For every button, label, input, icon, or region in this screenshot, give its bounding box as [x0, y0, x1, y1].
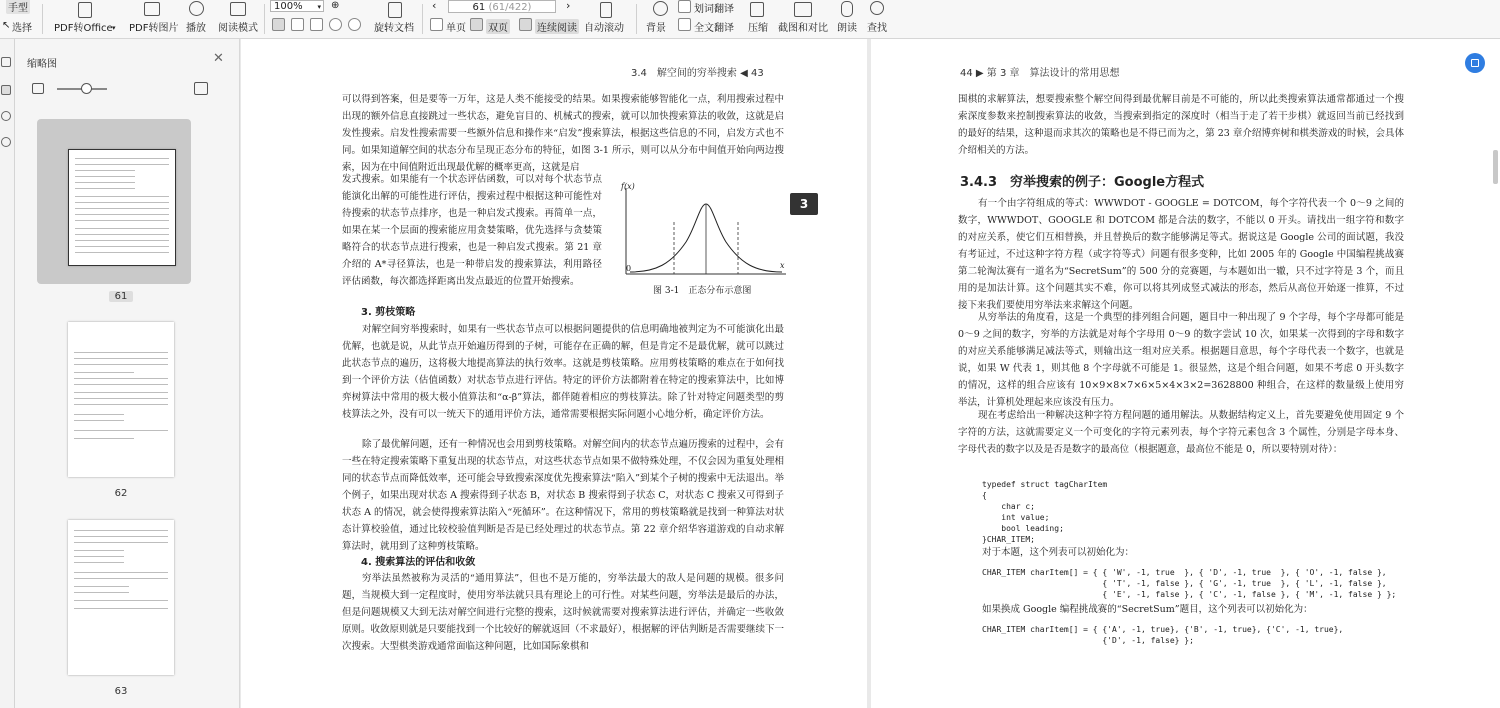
paragraph: 有一个由字符组成的等式：WWWDOT - GOOGLE = DOTCOM，每个字符代表一个 0～9 之间的数字，WWWDOT、GOOGLE 和 DOTCOM 都是合法的数字，不能以 0 开头。请找出一组字符和数字的对应关系，使它们互相替换，并且替换后的数字能够满足等式。据说这是 Google 公司的面试题，我没有考证过，不过这种字符方程（或字符等式）问题有很多变种，比如 2005 年的 Google 中国编程挑战赛第二轮淘汰赛有一道名为“SecretSum”的 500 分的竞赛题，与本题如出一辙，只不过字符是 3 个，而且用的是加法计算。这个问题其实不难，你可以将其列成竖式减法的形态，然后从高位开始逐一推算，不过接下来我们要使用穷举法来求解这个问题。 [958, 198, 1404, 311]
actual-size-icon[interactable] [310, 18, 323, 31]
screenshot-compare-button[interactable] [776, 0, 830, 38]
zoom-value: 100% [274, 1, 303, 12]
fit-width-icon[interactable] [291, 18, 304, 31]
continuous-reading-button[interactable]: 连续阅读 [535, 19, 579, 34]
find-label: 查找 [867, 23, 887, 34]
background-button[interactable] [644, 0, 674, 38]
compress-icon [750, 2, 764, 17]
page-range: (61/422) [488, 2, 532, 13]
document-scrollbar[interactable] [1493, 150, 1498, 184]
running-header: 44 ▶ 第 3 章 算法设计的常用思想 [960, 68, 1120, 79]
select-label: 选择 [12, 23, 32, 34]
play-button[interactable] [186, 0, 208, 38]
thumbnail-page-image [68, 322, 174, 477]
hand-tool-label: 手型 [6, 0, 30, 14]
auto-scroll-icon [600, 2, 612, 18]
subsection-heading: 4. 搜索算法的评估和收敛 [361, 557, 476, 568]
running-header: 3.4 解空间的穷举搜索 ◀ 43 [631, 68, 764, 79]
thumbnail-panel [15, 39, 240, 708]
double-page-icon [470, 18, 483, 31]
screenshot-icon [794, 2, 812, 17]
thumbnail-page-image [68, 520, 174, 675]
zoom-select[interactable] [270, 0, 324, 12]
headphones-icon [841, 1, 853, 17]
page-number-input[interactable] [448, 0, 556, 13]
thumbnail-63[interactable] [37, 515, 191, 680]
small-image-icon[interactable] [32, 83, 44, 94]
continuous-icon [519, 18, 532, 31]
reading-mode-label: 阅读模式 [218, 23, 258, 34]
rotate-right-icon[interactable] [348, 18, 361, 31]
thumbnail-icon[interactable] [1, 85, 11, 95]
page-current: 61 [472, 2, 486, 13]
single-page-icon [430, 18, 443, 31]
auto-scroll-label: 自动滚动 [584, 23, 624, 34]
rotate-left-icon[interactable] [329, 18, 342, 31]
word-translate-button[interactable]: 划词翻译 [694, 4, 734, 15]
paragraph: 围棋的求解算法，想要搜索整个解空间得到最优解目前是不可能的，所以此类搜索算法通常都通过一个搜索深度参数来控制搜索算法的收敛，当搜索到指定的深度时（相当于走了若干步棋）就返回当前已经找到的最好的结果，这种退而求其次的策略也是不得已而为之，第 23 章介绍博弈树和棋类游戏的时候，会具体介绍相关的方法。 [958, 94, 1404, 156]
hand-tool-button[interactable] [0, 0, 38, 38]
close-icon[interactable]: ✕ [213, 51, 224, 66]
main-toolbar [0, 0, 1500, 39]
attachment-icon[interactable] [1, 137, 11, 147]
full-translate-icon [678, 18, 691, 31]
office-icon [78, 2, 92, 18]
chapter-tab-marker: 3 [790, 193, 818, 215]
figure-x-label: x [780, 261, 785, 270]
chevron-down-icon: ▾ [112, 24, 116, 32]
comment-icon[interactable] [1, 111, 11, 121]
paragraph: 穷举法虽然被称为灵活的“通用算法”，但也不是万能的，穷举法最大的敌人是问题的规模。很多问题，当规模大到一定程度时，使用穷举法就只具有理论上的可行性。对某些问题，穷举法是最后的办法，但是问题规模又大到无法对解空间进行完整的搜索，这时候就需要对搜索算法进行评估，并确定一些收敛原则。收敛原则就是只要能找到一个比较好的解就返回（不求最好），根据解的评估判断是否需要继续下一次搜索。大型棋类游戏通常面临这种问题，比如国际象棋和 [342, 573, 784, 652]
rotate-document-icon [388, 2, 402, 18]
paragraph: 发式搜索。如果能有一个状态评估函数，可以对每个状态节点能演化出解的可能性进行评估，搜索过程中根据这种可能性对待搜索的状态节点排序，也是一种启发式搜索。再简单一点，如果在某一个层面的搜索能应用贪婪策略，优先选择与贪婪策略符合的状态节点进行搜索，也是一种启发式搜索。第 21 章介绍的 A*寻径算法，也是一种带启发的搜索算法，利用路径评估函数，每次都选择距离出发点最近的位置开始搜索。 [342, 174, 602, 287]
paragraph: 从穷举法的角度看，这是一个典型的排列组合问题，题目中一种出现了 9 个字母，每个字母都可能是 0～9 之间的数字，穷举的方法就是对每个字母用 0～9 的数字尝试 10 次，如果某一次得到的字母和数字的对应关系能够满足减法等式，则输出这一组对应关系。根据题目意思，每个字母代表一个数字，也就是说，如果 W 代表 1，则其他 8 个字母就不可能是 1。很显然，这是个组合问题，如果不考虑 0 开头数字的情况，这样的组合应该有 10×9×8×7×6×5×4×3×2=3628800 种组合，在这样的数量级上使用穷举法，计算机处理起来应该没有压力。 [958, 312, 1404, 408]
image-icon [144, 2, 160, 16]
rotate-document-button[interactable] [372, 0, 416, 38]
single-page-button[interactable]: 单页 [446, 23, 466, 34]
background-label: 背景 [646, 23, 666, 34]
next-page-icon[interactable]: › [566, 0, 571, 12]
compress-button[interactable] [746, 0, 770, 38]
bookmark-icon[interactable] [1, 57, 11, 67]
full-translate-button[interactable]: 全文翻译 [694, 23, 734, 34]
chevron-down-icon: ▾ [317, 3, 321, 11]
thumbnail-61[interactable] [37, 119, 191, 284]
rotate-document-label: 旋转文档 [374, 23, 414, 34]
pdf-to-office-button[interactable] [52, 0, 118, 38]
read-aloud-label: 朗读 [837, 23, 857, 34]
find-button[interactable] [866, 0, 890, 38]
thumbnail-62[interactable] [37, 317, 191, 482]
paragraph: 现在考虑给出一种解决这种字符方程问题的通用解法。从数据结构定义上，首先要避免使用固定 9 个字符的方法，这就需要定义一个可变化的字符元素列表，每个字符元素包含 3 个属性，分别是字母本身、字母代表的数字以及是否是数字的最高位（根据题意，最高位不能是 0，所以要特别对待）： [958, 410, 1404, 455]
play-label: 播放 [186, 23, 206, 34]
zoom-in-icon[interactable]: ⊕ [331, 0, 340, 11]
pdf-to-image-button[interactable] [128, 0, 179, 38]
paragraph: 可以得到答案，但是要等一万年，这是人类不能接受的结果。如果搜索能够智能化一点，利用搜索过程中出现的额外信息直接跳过一些状态，避免盲目的、机械式的搜索，就可以加快搜索算法的收敛，这就是启发性搜索。启发性搜索需要一些额外信息和操作来“启发”搜索算法，根据这些信息的不同，启发方式也不同。如果知道解空间的状态分布呈现正态分布的特征，如图 3-1 所示，则可以从分布中间值开始向两边搜索，因为在中间值附近出现最优解的概率更高，这就是启 [342, 94, 784, 173]
subsection-heading: 3. 剪枝策略 [361, 307, 416, 318]
play-icon [189, 1, 204, 16]
code-block: CHAR_ITEM charItem[] = { {'A', -1, true}, {'B', -1, true}, {'C', -1, true}, {'D', -1, false} }; [982, 625, 1344, 645]
document-page-left [241, 39, 867, 708]
document-page-right [871, 39, 1500, 708]
code-block: CHAR_ITEM charItem[] = { { 'W', -1, true }, { 'D', -1, true }, { 'O', -1, false }, { 'T', -1, false }, { 'G', -1, true }, { 'L', -1, false }, { 'E', -1, false }, { 'C', -1, false }, { 'M', -1, false } }; [982, 568, 1397, 599]
thumbnail-label: 62 [114, 488, 128, 499]
cursor-icon: ↖ [2, 20, 11, 31]
paragraph: 除了最优解问题，还有一种情况也会用到剪枝策略。对解空间内的状态节点遍历搜索的过程中，会有一些在特定搜索策略下重复出现的状态节点，对这些状态节点如果不做特殊处理，不仅会因为重复处理相同的状态节点而降低效率，还可能会导致搜索深度优先搜索算法“陷入”到某个子树的搜索中无法退出。举个例子，如果出现对状态 A 搜索得到子状态 B，对状态 B 搜索得到子状态 C，对状态 C 搜索又可得到子状态 A 的情况，就会使得搜索算法陷入“死循环”。在这种情况下，常用的剪枝策略就是找到一种算法对状态计算校验值，通过比较校验值判断是否是已经处理过的状态节点。第 22 章介绍华容道游戏的自动求解算法时，就用到了这种剪枝策略。 [342, 439, 784, 552]
screenshot-compare-label: 截图和对比 [778, 23, 828, 34]
moon-icon [653, 1, 668, 16]
figure-caption: 图 3-1 正态分布示意图 [653, 286, 752, 296]
paragraph: 如果换成 Google 编程挑战赛的“SecretSum”题目，这个列表可以初始化为： [982, 604, 1313, 615]
book-icon [230, 2, 246, 16]
word-translate-icon [678, 0, 691, 13]
pdf-to-office-label: PDF转Office [54, 23, 113, 34]
figure-y-label: f(x) [621, 182, 635, 191]
auto-scroll-button[interactable] [582, 0, 630, 38]
slider-handle[interactable] [81, 83, 92, 94]
large-image-icon[interactable] [194, 82, 208, 95]
paragraph: 对于本题，这个列表可以初始化为： [982, 547, 1135, 558]
search-icon [870, 1, 884, 15]
read-aloud-button[interactable] [836, 0, 860, 38]
paragraph: 对解空间穷举搜索时，如果有一些状态节点可以根据问题提供的信息明确地被判定为不可能演化出最优解，也就是说，从此节点开始遍历得到的子树，可能存在正确的解，但是肯定不是最优解，就可以跳过此状态节点的遍历，这将极大地提高算法的执行效率。这就是剪枝策略。应用剪枝策略的难点在于如何找到一个评价方法（估值函数）对状态节点进行评估。特定的评价方法都附着在特定的搜索算法中，比如博弈树算法中常用的极大极小值算法和“α-β”算法，都伴随着相应的剪枝算法。除了针对特定问题类型的剪枝算法之外，没有可以一统天下的通用评价方法，通常需要根据实际问题小心地分析，确定评价方法。 [342, 324, 784, 420]
figure-origin-label: 0 [626, 264, 632, 273]
thumbnail-label: 61 [109, 291, 133, 302]
normal-distribution-figure [616, 182, 796, 292]
compress-label: 压缩 [748, 23, 768, 34]
thumbnail-page-image [68, 149, 176, 266]
pdf-to-image-label: PDF转图片 [129, 23, 179, 34]
section-title: 3.4.3 穷举搜索的例子：Google方程式 [960, 175, 1205, 190]
fit-page-icon[interactable] [272, 18, 285, 31]
thumbnail-label: 63 [114, 686, 128, 697]
floating-tool-button[interactable] [1465, 53, 1485, 73]
thumbnail-panel-title: 缩略图 [27, 59, 57, 70]
code-block: typedef struct tagCharItem { char c; int value; bool leading; }CHAR_ITEM; [982, 480, 1108, 544]
prev-page-icon[interactable]: ‹ [432, 0, 437, 12]
sidebar-icon-rail [0, 39, 15, 708]
double-page-button[interactable]: 双页 [486, 19, 510, 34]
reading-mode-button[interactable] [216, 0, 260, 38]
